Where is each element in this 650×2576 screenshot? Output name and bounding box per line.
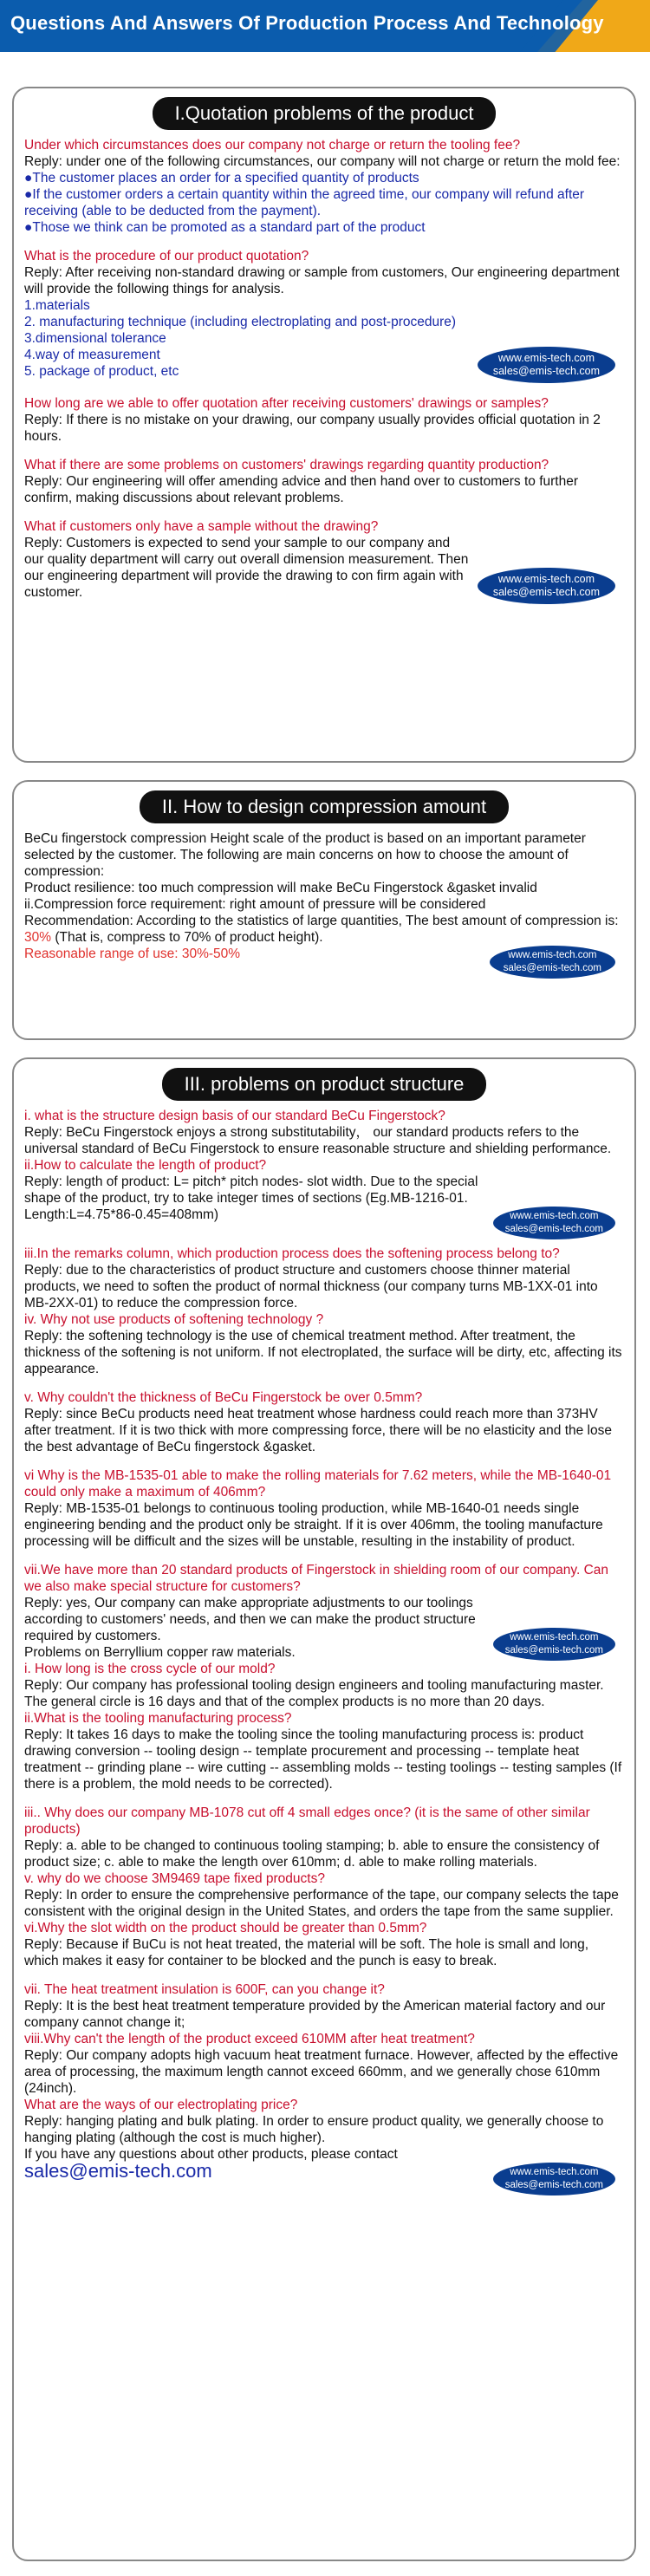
question: What if there are some problems on customers' drawings regarding quantity production? <box>24 458 549 472</box>
header-banner <box>0 0 650 52</box>
answer: Reply: Because if BuCu is not heat treated, the material will be soft. The hole is small and long, which makes it easy for container to be blocked and the punch is easy to break. <box>24 1937 589 1968</box>
contact-stamp[interactable]: www.emis-tech.com sales@emis-tech.com <box>493 1207 615 1239</box>
answer: Reply: yes, Our company can make appropriate adjustments to our toolings according to customers' needs, and then we can make the product structure required by customers. <box>24 1596 476 1643</box>
answer: Reply: due to the characteristics of product structure and customers choose thinner material products, we need to soften the product of normal thickness (our company turns MB-1XX-01 into MB-2XX-01) to reduce the compression force. <box>24 1263 598 1311</box>
answer: Reply: hanging plating and bulk plating. In order to ensure product quality, we generally choose to hanging plating (although the cost is much higher). <box>24 2114 604 2145</box>
list-item: 5. package of product, etc <box>24 364 179 379</box>
paragraph: Product resilience: too much compression will make BeCu Fingerstock &gasket invalid <box>24 881 537 895</box>
answer: Reply: If there is no mistake on your drawing, our company usually provides official quotation in 2 hours. <box>24 413 601 444</box>
answer: Reply: BeCu Fingerstock enjoys a strong substitutability， our standard products refers to the universal standard of BeCu Fingerstock to ensure reasonable structure and shielding performance. <box>24 1125 612 1156</box>
question: i. what is the structure design basis of our standard BeCu Fingerstock? <box>24 1109 445 1123</box>
list-item: 3.dimensional tolerance <box>24 331 166 346</box>
question: vi Why is the MB-1535-01 able to make the rolling materials for 7.62 meters, while the MB-1640-01 could only make a maximum of 406mm? <box>24 1468 612 1499</box>
section-compression <box>12 780 636 1040</box>
question: ii.How to calculate the length of product? <box>24 1158 267 1173</box>
list-item: 4.way of measurement <box>24 348 160 362</box>
answer: Reply: In order to ensure the comprehensive performance of the tape, our company selects the tape consistent with the original design in the United States, and orders the tape from the same supplier. <box>24 1888 619 1919</box>
question: iii.In the remarks column, which production process does the softening process belong to? <box>24 1246 560 1261</box>
question: What if customers only have a sample without the drawing? <box>24 519 379 534</box>
answer: Reply: After receiving non-standard drawing or sample from customers, Our engineering department will provide the following things for analysis. <box>24 265 620 296</box>
section-structure <box>12 1057 636 2561</box>
subheading: Problems on Berryllium copper raw materials. <box>24 1645 296 1660</box>
answer: Reply: a. able to be changed to continuous tooling stamping; b. able to ensure the consistency of product size; c. able to make the length over 610mm; d. able to make rolling materials. <box>24 1838 600 1870</box>
answer: Reply: Our company has professional tooling design engineers and tooling manufacturing master. The general circle is 16 days and that of the complex products is no more than 20 days. <box>24 1678 604 1709</box>
answer: Reply: Our company adopts high vacuum heat treatment furnace. However, affected by the effective area of processing, the maximum length cannot exceed 660mm, and we generally chose 610mm (24inch). <box>24 2048 619 2096</box>
answer: Reply: Customers is expected to send your sample to our company and our quality department will carry out overall dimension measurement. Then our engineering department will provide the drawing to con firm again with customer. <box>24 536 469 600</box>
question: ii.What is the tooling manufacturing process? <box>24 1711 292 1726</box>
answer: Reply: MB-1535-01 belongs to continuous tooling production, while MB-1640-01 needs single engineering bending and the product only be straight. If it is over 406mm, the tooling manufacture processing will be difficult and the sizes will be unstable, resulting in the instability of product. <box>24 1501 603 1549</box>
highlight-value: 30% <box>24 930 52 945</box>
answer: Reply: the softening technology is the use of chemical treatment method. After treatment, the thickness of the softening is not uniform. If not electroplated, the surface will be dirty, etc, affecting its appearance. <box>24 1329 622 1376</box>
range-note: Reasonable range of use: 30%-50% <box>24 946 241 961</box>
list-item: 1.materials <box>24 298 90 313</box>
question: iv. Why not use products of softening technology ? <box>24 1312 324 1327</box>
question: i. How long is the cross cycle of our mold? <box>24 1662 276 1676</box>
answer: Reply: under one of the following circumstances, our company will not charge or return the mold fee: <box>24 154 621 169</box>
question: viii.Why can't the length of the product exceed 610MM after heat treatment? <box>24 2032 475 2046</box>
question: v. why do we choose 3M9469 tape fixed products? <box>24 1871 325 1886</box>
contact-stamp[interactable]: www.emis-tech.com sales@emis-tech.com <box>493 1628 615 1661</box>
contact-stamp[interactable]: www.emis-tech.com sales@emis-tech.com <box>490 946 615 979</box>
closing-text: If you have any questions about other products, please contact <box>24 2147 398 2162</box>
question: vii. The heat treatment insulation is 600F, can you change it? <box>24 1982 385 1997</box>
list-item: ●If the customer orders a certain quantity within the agreed time, our company will refund after receiving (able to be deducted from the payment). <box>24 187 585 218</box>
page-title: Questions And Answers Of Production Process And Technology <box>10 12 604 34</box>
paragraph: ii.Compression force requirement: right amount of pressure will be considered <box>24 897 486 912</box>
list-item: ●The customer places an order for a specified quantity of products <box>24 171 419 185</box>
section-title: III. problems on product structure <box>162 1068 487 1101</box>
contact-email[interactable]: sales@emis-tech.com <box>24 2160 212 2182</box>
section-title: II. How to design compression amount <box>140 790 509 823</box>
section-quotation <box>12 87 636 763</box>
list-item: 2. manufacturing technique (including electroplating and post-procedure) <box>24 315 457 329</box>
question: Under which circumstances does our company not charge or return the tooling fee? <box>24 138 521 153</box>
section-title: I.Quotation problems of the product <box>153 97 497 130</box>
question: v. Why couldn't the thickness of BeCu Fingerstock be over 0.5mm? <box>24 1390 423 1405</box>
question: iii.. Why does our company MB-1078 cut off 4 small edges once? (it is the same of other similar products) <box>24 1805 590 1837</box>
answer: Reply: Our engineering will offer amending advice and then hand over to customers to further confirm, making discussions about relevant problems. <box>24 474 579 505</box>
question: What is the procedure of our product quotation? <box>24 249 309 263</box>
paragraph: Recommendation: According to the statistics of large quantities, The best amount of compression is: 30% (That is, compress to 70% of product height). <box>24 914 619 945</box>
contact-stamp[interactable]: www.emis-tech.com sales@emis-tech.com <box>478 568 615 604</box>
question: How long are we able to offer quotation after receiving customers' drawings or samples? <box>24 396 549 411</box>
answer: Reply: It takes 16 days to make the tooling since the tooling manufacturing process is: product drawing conversion -- tooling design -- template procurement and processing -- template heat treatment -- grinding plane -- wire cutting -- assembling molds -- testing toolings -- testing samples (If there is a problem, the mold needs to be corrected). <box>24 1727 622 1792</box>
contact-stamp[interactable]: www.emis-tech.com sales@emis-tech.com <box>493 2163 615 2195</box>
question: What are the ways of our electroplating price? <box>24 2098 298 2112</box>
answer: Reply: since BeCu products need heat treatment whose hardness could reach more than 373HV after treatment. If it is two thick with more compressing force, there will be no elasticity and the lose the best advantage of BeCu fingerstock &gasket. <box>24 1407 612 1454</box>
answer: Reply: It is the best heat treatment temperature provided by the American material factory and our company cannot change it; <box>24 1999 606 2030</box>
question: vii.We have more than 20 standard products of Fingerstock in shielding room of our company. Can we also make special structure for customers? <box>24 1563 609 1594</box>
answer: Reply: length of product: L= pitch* pitch nodes- slot width. Due to the special shape of the product, try to take integer times of sections (Eg.MB-1216-01. Length:L=4.75*86-0.45=408mm) <box>24 1174 478 1222</box>
paragraph: BeCu fingerstock compression Height scale of the product is based on an important parameter selected by the customer. The following are main concerns on how to choose the amount of compression: <box>24 831 586 879</box>
contact-stamp[interactable]: www.emis-tech.com sales@emis-tech.com <box>478 347 615 383</box>
question: vi.Why the slot width on the product should be greater than 0.5mm? <box>24 1921 427 1935</box>
list-item: ●Those we think can be promoted as a standard part of the product <box>24 220 426 235</box>
